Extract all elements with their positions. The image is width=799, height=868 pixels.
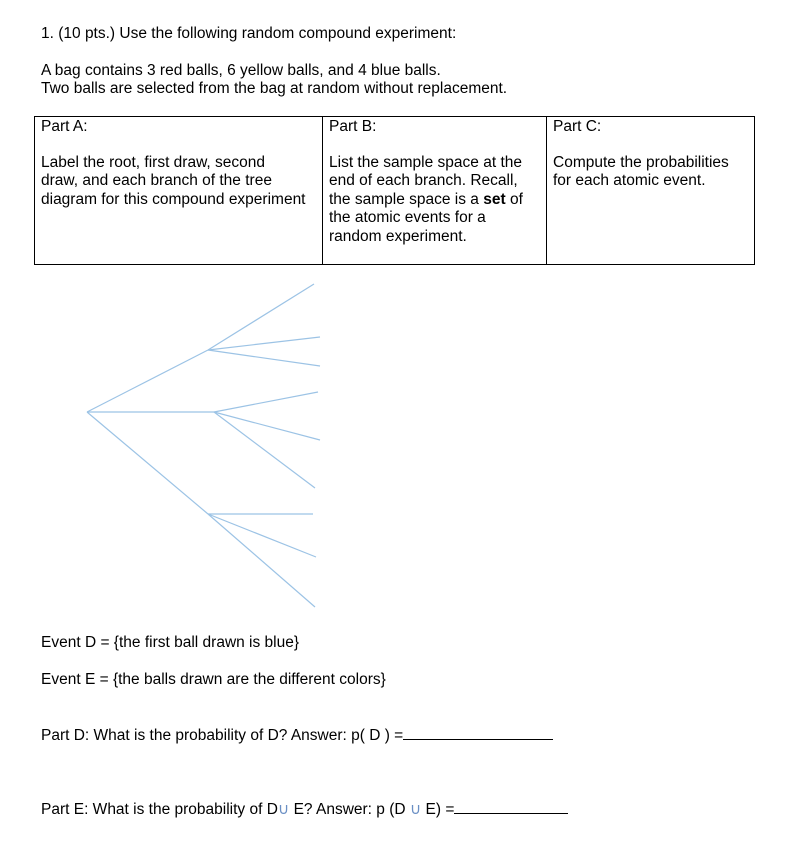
part-b-header: Part B:: [329, 118, 377, 135]
tree-branch-first-draw[interactable]: [87, 350, 208, 412]
part-c-line: Compute the probabilities: [553, 153, 729, 171]
part-a-line: draw, and each branch of the tree: [41, 172, 272, 189]
tree-branch-second-draw[interactable]: [214, 392, 318, 412]
part-b-text: of: [505, 190, 523, 208]
part-d-answer-blank[interactable]: [403, 725, 553, 740]
part-b-line: the atomic events for a: [329, 209, 486, 226]
part-e-text: Part E: What is the probability of D: [41, 801, 278, 818]
event-d-definition: Event D = {the first ball drawn is blue}: [41, 634, 300, 651]
part-d-text: Part D: What is the probability of D? Answer: p( D ) =: [41, 727, 404, 744]
problem-intro-line-1: A bag contains 3 red balls, 6 yellow balls, and 4 blue balls.: [41, 62, 441, 79]
part-b-bold-set: set: [483, 190, 506, 208]
part-b-line: List the sample space at the: [329, 153, 523, 171]
part-b-line: random experiment.: [329, 227, 467, 245]
tree-branch-second-draw[interactable]: [214, 412, 320, 440]
part-a-line: Label the root, first draw, second: [41, 153, 266, 171]
part-c-header: Part C:: [553, 118, 602, 135]
part-b-text: the sample space is a: [329, 190, 484, 208]
tree-branch-second-draw[interactable]: [214, 412, 315, 488]
part-e-text: E) =: [421, 801, 455, 818]
tree-branch-first-draw[interactable]: [87, 412, 208, 514]
tree-branch-second-draw[interactable]: [208, 350, 320, 366]
union-symbol: ∪: [277, 801, 290, 818]
union-symbol: ∪: [409, 801, 422, 818]
tree-branch-second-draw[interactable]: [208, 514, 316, 557]
part-e-question: [41, 799, 568, 819]
problem-intro-line-2: Two balls are selected from the bag at random without replacement.: [41, 80, 508, 97]
part-b-line: end of each branch. Recall,: [329, 172, 518, 189]
problem-title: 1. (10 pts.) Use the following random compound experiment:: [41, 25, 457, 42]
part-a-header: Part A:: [41, 118, 88, 135]
event-e-definition: Event E = {the balls drawn are the different colors}: [41, 671, 386, 688]
part-e-text: E? Answer: p (D: [289, 801, 410, 818]
part-c-line: for each atomic event.: [553, 172, 706, 189]
part-a-line: diagram for this compound experiment: [41, 190, 306, 208]
tree-branch-second-draw[interactable]: [208, 514, 315, 607]
part-e-answer-blank[interactable]: [454, 799, 568, 814]
part-d-question: [41, 725, 553, 745]
